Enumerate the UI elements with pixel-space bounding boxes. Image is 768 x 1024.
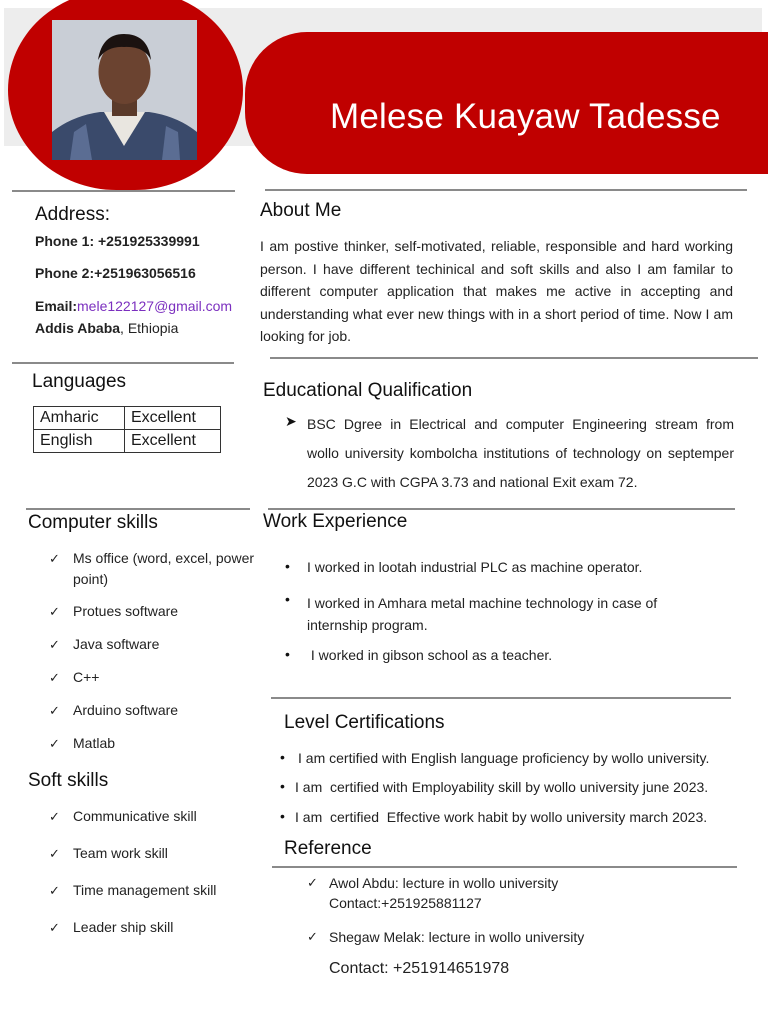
skill-text: Communicative skill bbox=[73, 808, 197, 824]
divider bbox=[12, 190, 235, 192]
divider bbox=[270, 357, 758, 359]
address-heading: Address: bbox=[35, 204, 110, 225]
reference-contact: Contact:+251925881127 bbox=[329, 895, 482, 911]
table-row bbox=[34, 430, 221, 453]
list-item bbox=[49, 843, 269, 864]
skill-text: Protues software bbox=[73, 603, 179, 619]
skill-text: Arduino software bbox=[73, 702, 179, 718]
certification-item: I am certified with English language proficiency by wollo university. bbox=[298, 750, 710, 766]
checkmark-icon: ✓ bbox=[49, 670, 60, 685]
disc-bullet-icon: • bbox=[285, 646, 290, 662]
divider bbox=[271, 697, 731, 699]
list-item bbox=[49, 700, 274, 721]
disc-bullet-icon: • bbox=[285, 591, 290, 607]
divider bbox=[265, 189, 747, 191]
checkmark-icon: ✓ bbox=[307, 875, 318, 890]
skill-text: Ms office (word, excel, power point) bbox=[73, 550, 255, 587]
certifications-heading: Level Certifications bbox=[284, 712, 445, 733]
skill-text: C++ bbox=[73, 669, 100, 685]
city: Addis Ababa bbox=[35, 320, 121, 336]
computer-skills-heading: Computer skills bbox=[28, 512, 158, 533]
reference-contact: Contact: +251914651978 bbox=[329, 960, 510, 977]
about-heading: About Me bbox=[260, 200, 342, 221]
education-item: BSC Dgree in Electrical and computer Engineering stream from wollo university kombolcha institutions of technology on septemper 2023 G.C with CGPA 3.73 and national Exit exam 72. bbox=[307, 416, 734, 490]
list-item bbox=[49, 548, 274, 590]
disc-bullet-icon: • bbox=[280, 778, 285, 794]
skill-text: Leader ship skill bbox=[73, 919, 174, 935]
about-text: I am postive thinker, self-motivated, reliable, responsible and hard working person. I have different techinical and soft skills and also I am familar to different computer application that makes me active in accepting and understanding what ever new things with in a short period of time. Now I am looking for job. bbox=[260, 238, 733, 344]
list-item bbox=[49, 806, 269, 827]
divider bbox=[12, 362, 234, 364]
disc-bullet-icon: • bbox=[280, 808, 285, 824]
arrow-bullet-icon: ➤ bbox=[285, 413, 297, 429]
email-label: Email: bbox=[35, 298, 78, 314]
divider bbox=[272, 866, 737, 868]
country: , Ethiopia bbox=[120, 320, 179, 336]
email-line bbox=[35, 298, 232, 314]
reference-name: Awol Abdu: lecture in wollo university bbox=[329, 875, 559, 891]
list-item bbox=[49, 880, 269, 901]
list-item bbox=[49, 634, 274, 655]
work-item: I worked in lootah industrial PLC as machine operator. bbox=[307, 559, 643, 575]
candidate-name: Melese Kuayaw Tadesse bbox=[330, 97, 721, 136]
checkmark-icon: ✓ bbox=[49, 846, 60, 861]
work-item: I worked in Amhara metal machine technology in case of internship program. bbox=[307, 595, 658, 633]
list-item bbox=[49, 733, 274, 754]
skill-text: Time management skill bbox=[73, 882, 217, 898]
table-row bbox=[34, 407, 221, 430]
disc-bullet-icon: • bbox=[280, 749, 285, 765]
profile-photo bbox=[52, 20, 197, 160]
phone-2: Phone 2:+251963056516 bbox=[35, 265, 196, 281]
work-heading: Work Experience bbox=[263, 511, 408, 532]
skill-text: Java software bbox=[73, 636, 160, 652]
checkmark-icon: ✓ bbox=[307, 929, 318, 944]
list-item bbox=[49, 917, 269, 938]
certification-item: I am certified Effective work habit by wollo university march 2023. bbox=[295, 809, 708, 825]
reference-heading: Reference bbox=[284, 838, 372, 859]
divider bbox=[26, 508, 250, 510]
work-item: I worked in gibson school as a teacher. bbox=[307, 647, 553, 663]
checkmark-icon: ✓ bbox=[49, 637, 60, 652]
checkmark-icon: ✓ bbox=[49, 809, 60, 824]
checkmark-icon: ✓ bbox=[49, 703, 60, 718]
divider bbox=[268, 508, 735, 510]
language-cell: English bbox=[34, 430, 125, 453]
checkmark-icon: ✓ bbox=[49, 883, 60, 898]
checkmark-icon: ✓ bbox=[49, 551, 60, 566]
skill-text: Team work skill bbox=[73, 845, 168, 861]
location bbox=[35, 320, 178, 336]
phone-1: Phone 1: +251925339991 bbox=[35, 233, 200, 249]
checkmark-icon: ✓ bbox=[49, 604, 60, 619]
list-item bbox=[49, 667, 274, 688]
computer-skills-list bbox=[49, 548, 274, 754]
list-item bbox=[49, 601, 274, 622]
soft-skills-list bbox=[49, 806, 269, 938]
level-cell: Excellent bbox=[125, 430, 221, 453]
disc-bullet-icon: • bbox=[285, 558, 290, 574]
checkmark-icon: ✓ bbox=[49, 920, 60, 935]
languages-table bbox=[33, 406, 221, 453]
certification-item: I am certified with Employability skill by wollo university june 2023. bbox=[295, 779, 709, 795]
checkmark-icon: ✓ bbox=[49, 736, 60, 751]
education-heading: Educational Qualification bbox=[263, 380, 473, 401]
level-cell: Excellent bbox=[125, 407, 221, 430]
languages-heading: Languages bbox=[32, 371, 127, 392]
language-cell: Amharic bbox=[34, 407, 125, 430]
reference-name: Shegaw Melak: lecture in wollo university bbox=[329, 929, 585, 945]
soft-skills-heading: Soft skills bbox=[28, 770, 109, 791]
email-link[interactable]: mele122127@gmail.com bbox=[77, 298, 233, 314]
skill-text: Matlab bbox=[73, 735, 116, 751]
